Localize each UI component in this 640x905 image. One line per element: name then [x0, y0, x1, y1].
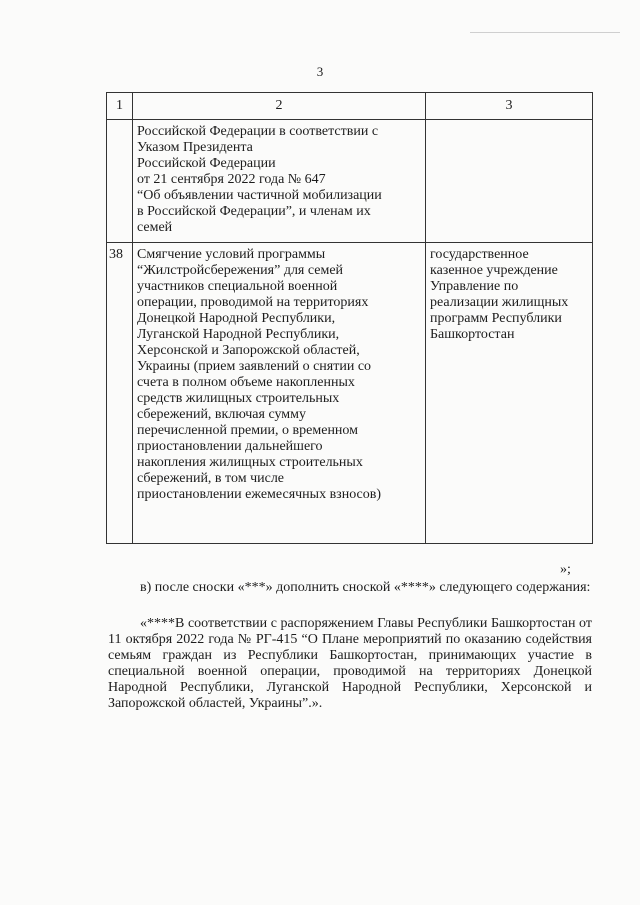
paragraph-2-text: «****В соответствии с распоряжением Главы Республики Башкортостан от 11 октября 2022 года № РГ-415 “О Плане мероприятий по оказанию содействия семьям граждан из Республики Башкортостан, принимающих участие в специальной военной операции, проводимой на территориях Донецкой Народной Республики, Луганской Народной Республики, Херсонской и Запорожской областей, Украины”.». — [108, 616, 592, 711]
table-row — [107, 120, 593, 243]
table-header-row — [107, 93, 593, 120]
header-col-1: 1 — [107, 93, 133, 120]
row-number — [107, 120, 133, 243]
measure-text: Смягчение условий программы “Жилстройсбережения” для семей участников специальной военной операции, проводимой на территориях Донецкой Народной Республики, Луганской Народной Республики, Херсонской и Запорожской областей, Украины (прием заявлений о снятии со счета в полном объеме накопленных средств жилищных строительных сбережений, включая сумму перечисленной премии, о временном приостановлении дальнейшего накопления жилищных строительных сбережений, в том числе приостановлении ежемесячных взносов) — [133, 243, 426, 544]
header-col-3: 3 — [426, 93, 593, 120]
scan-artifact-line — [470, 32, 620, 33]
header-col-2: 2 — [133, 93, 426, 120]
row-number: 38 — [107, 243, 133, 544]
page-number: 3 — [316, 64, 324, 79]
paragraph-1-text: в) после сноски «***» дополнить сноской «****» следующего содержания: — [140, 580, 591, 595]
closing-quote: »; — [560, 562, 571, 577]
paragraph-footnote-content — [108, 616, 592, 712]
table-row — [107, 243, 593, 544]
responsible-agency — [426, 120, 593, 243]
measure-text: Российской Федерации в соответствии с Указом Президента Российской Федерации от 21 сентября 2022 года № 647 “Об объявлении частичной мобилизации в Российской Федерации”, и членам их семей — [133, 120, 426, 243]
measures-table — [106, 92, 593, 544]
responsible-agency: государственное казенное учреждение Управление по реализации жилищных программ Республики Башкортостан — [426, 243, 593, 544]
paragraph-footnote-instruction — [108, 580, 592, 596]
